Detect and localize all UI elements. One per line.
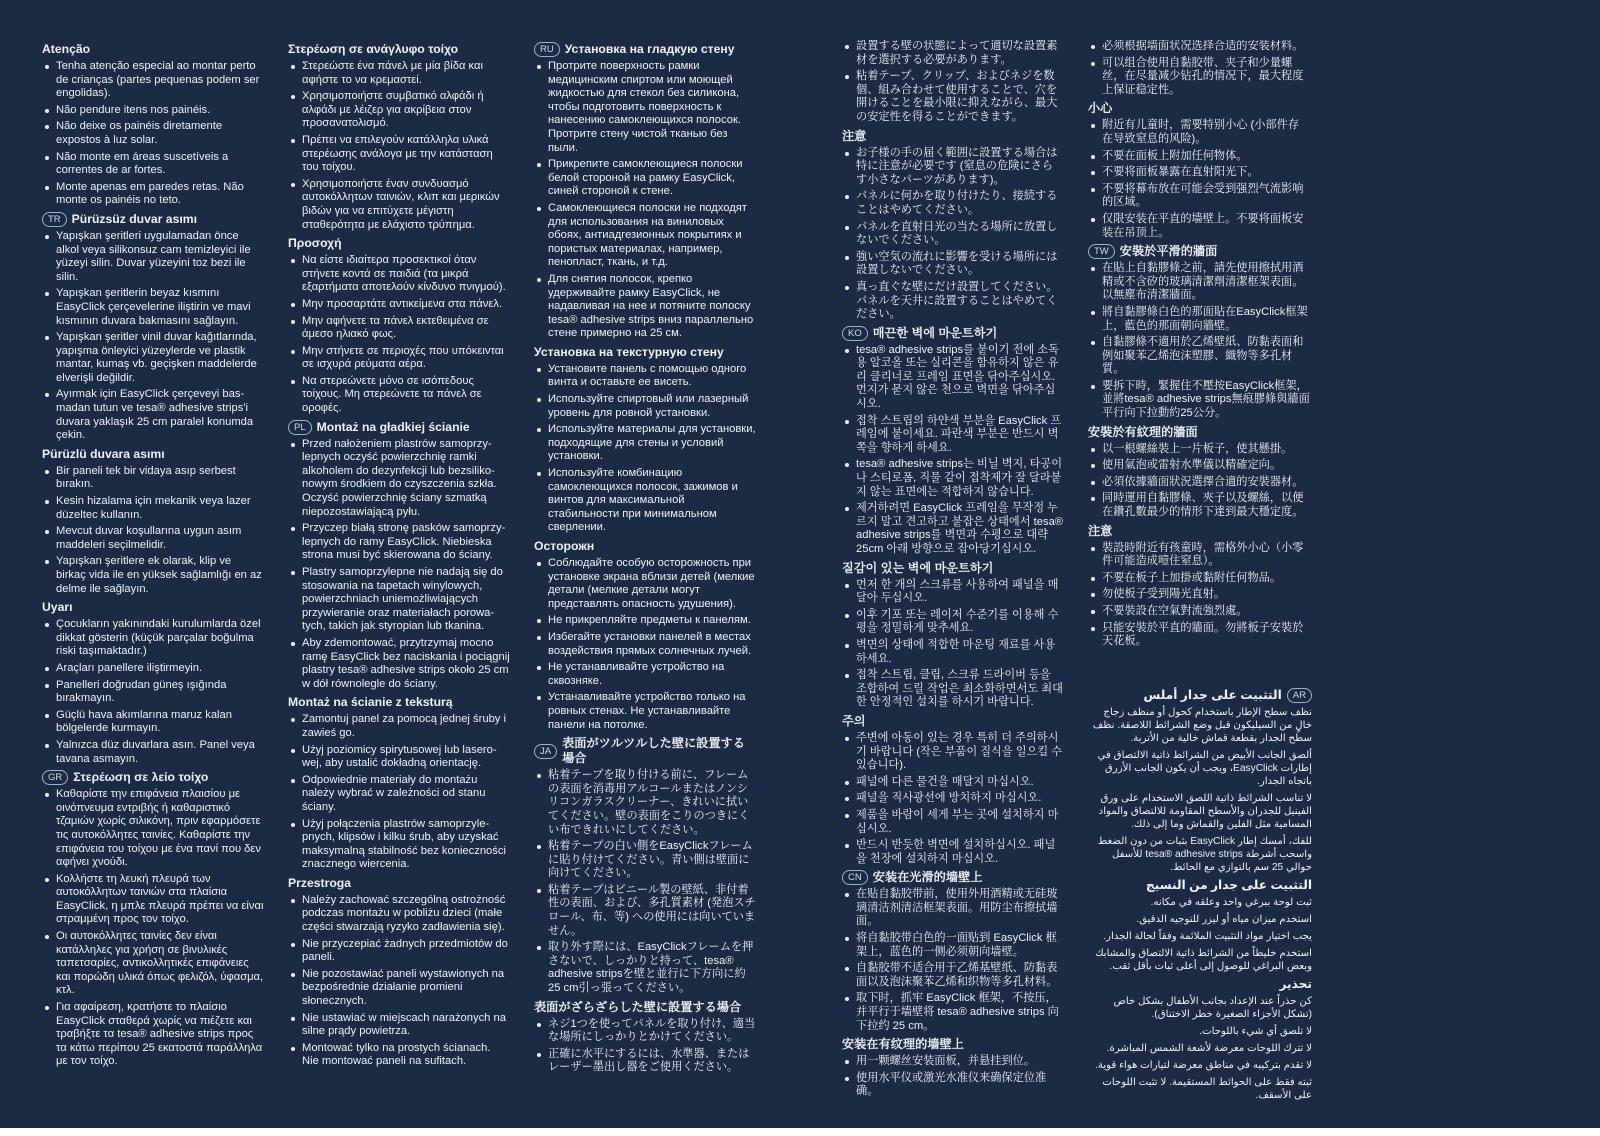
section-heading xyxy=(288,695,510,710)
list-item: パネルを直射日光の当たる場所に放置しないでください。 xyxy=(842,221,1064,248)
list-item: Не прикрепляйте предметы к панелям. xyxy=(534,614,756,628)
list-item: 粘着テープの白い側をEasyClickフレームに貼り付けてください。青い側は壁面に向けてください。 xyxy=(534,840,756,881)
section-heading xyxy=(842,326,1064,341)
section-heading xyxy=(534,736,756,766)
language-badge: PL xyxy=(288,420,312,435)
list-item: Mevcut duvar koşullarına uygun asım maddeleri seçilmelidir. xyxy=(42,525,264,552)
bullet-list xyxy=(1088,542,1310,649)
section-title: 安裝於平滑的牆面 xyxy=(1119,244,1218,259)
section-title: Pürüzsüz duvar asımı xyxy=(71,211,197,226)
section-heading xyxy=(534,1000,756,1015)
list-item: 在貼上自黏膠條之前，請先使用擦拭用酒精或不含矽的玻璃清潔劑清潔框架表面。以無塵布清潔牆面。 xyxy=(1088,262,1310,303)
section xyxy=(842,561,1064,710)
section-title: Pürüzlü duvara asımı xyxy=(42,446,165,461)
column-5 xyxy=(1088,40,1310,653)
list-item: 不要在面板上附加任何物体。 xyxy=(1088,150,1310,164)
paragraph: لا تلصق أي شيء باللوحات. xyxy=(1199,1026,1312,1037)
section xyxy=(288,236,510,416)
column-2 xyxy=(288,40,510,1073)
list-item: Çocukların yakınındaki kurulumlarda özel dikkat gösterin (küçük parçalar boğulma riski taşımaktadır.) xyxy=(42,618,264,659)
list-item: Yapışkan şeritleri uygulamadan önce alkol veya silikonsuz cam temizleyici ile yüzeyi silin. Duvar yüzeyini toz bezi ile silin. xyxy=(42,230,264,284)
list-item: 在贴自黏胶带前，使用外用酒精或无硅玻璃清洁剂清洁框架表面。用防尘布擦拭墙面。 xyxy=(842,888,1064,929)
section-title: 安装在有纹理的墙壁上 xyxy=(842,1037,964,1052)
section-heading xyxy=(842,870,1064,885)
section-heading xyxy=(842,129,1064,144)
list-item: Bir paneli tek bir vidaya asıp serbest bırakın. xyxy=(42,465,264,492)
list-item: Χρησιμοποιήστε έναν συνδυασμό αυτοκόλλητων ταινιών, κλιπ και μερικών βιδών για να επιτύχετε μέγιστη σταθερότητα με ελάχιστο τρύπημα. xyxy=(288,178,510,232)
list-item: Избегайте установки панелей в местах воздействия прямых солнечных лучей. xyxy=(534,631,756,658)
list-item: Yapışkan şeritlerin beyaz kısmını EasyClick çerçevelerine iliştirin ve mavi kısmının duvara bakmasını sağlayın. xyxy=(42,287,264,328)
list-item: Yalnızca düz duvarlara asın. Panel veya tavana asmayın. xyxy=(42,739,264,766)
list-item: 벽면의 상태에 적합한 마운팅 재료를 사용하세요. xyxy=(842,639,1064,666)
list-item: 将自黏胶带白色的一面贴到 EasyClick 框架上，蓝色的一侧必须朝向墙壁。 xyxy=(842,932,1064,959)
bullet-list xyxy=(288,254,510,416)
language-badge: JA xyxy=(534,744,557,759)
section-heading xyxy=(42,42,264,57)
section xyxy=(42,42,264,208)
list-item: Используйте спиртовый или лазерный уровень для ровной установки. xyxy=(534,393,756,420)
section-title: 질감이 있는 벽에 마운트하기 xyxy=(842,560,994,575)
section xyxy=(288,876,510,1069)
list-item: Μην προσαρτάτε αντικείμενα στα πάνελ. xyxy=(288,298,510,312)
section-title: Atenção xyxy=(42,42,91,56)
section-heading xyxy=(288,42,510,57)
page-bottom-margin xyxy=(0,1128,1600,1136)
list-item: Για αφαίρεση, κρατήστε το πλαίσιο EasyClick σταθερά χωρίς να πιέζετε και τραβήξτε τα tesa® adhesive strips προς τα κάτω περίπου 25 εκατοστά παράλληλα με τον τοίχο. xyxy=(42,1001,264,1069)
list-item: Κολλήστε τη λευκή πλευρά των αυτοκόλλητων ταινιών στα πλαίσια EasyClick, η μπλε πλευρά πρέπει να είναι στραμμένη προς τον τοίχο. xyxy=(42,873,264,927)
list-item: 同時運用自黏膠條、夾子以及螺絲，以便在鑽孔數最少的情形下達到最大穩定度。 xyxy=(1088,492,1310,519)
section-arabic xyxy=(1090,878,1312,973)
list-item: Соблюдайте особую осторожность при установке экрана вблизи детей (мелкие детали (мелкие детали могут представлять опасность удушения). xyxy=(534,557,756,611)
paragraph: كن حذراً عند الإعداد بجانب الأطفال بشكل خاص (تشكل الأجزاء الصغيرة خطر الاختناق). xyxy=(1113,996,1312,1020)
list-item: Nie przyczepiać żadnych przedmiotów do paneli. xyxy=(288,938,510,965)
list-item: 접착 스트립의 하얀색 부분을 EasyClick 프레임에 붙이세요. 파란색 부분은 반드시 벽쪽을 향하게 하세요. xyxy=(842,415,1064,456)
list-item: 不要将幕布放在可能会受到强烈气流影响的区域。 xyxy=(1088,183,1310,210)
section xyxy=(842,40,1064,125)
bullet-list xyxy=(534,557,756,732)
paragraph: لا تترك اللوحات معرضة لأشعة الشمس المباشرة. xyxy=(1106,1043,1312,1054)
section-title: Установка на текстурную стену xyxy=(534,344,724,359)
bullet-list xyxy=(1088,40,1310,97)
list-item: Для снятия полосок, крепко удерживайте рамку EasyClick, не надавливая на нее и потяните полоску tesa® adhesive strips вниз параллельно стене примерно на 25 см. xyxy=(534,273,756,341)
section-heading xyxy=(288,236,510,251)
section-heading xyxy=(42,770,264,785)
bullet-list xyxy=(42,60,264,208)
section-title: Προσοχή xyxy=(288,236,342,251)
list-item: Καθαρίστε την επιφάνεια πλαισίου με οινόπνευμα εντριβής ή καθαριστικό τζαμιών χωρίς σιλικόνη, πριν εφαρμόσετε τις αυτοκόλλητες ταινίες. Καθαρίστε την επιφάνεια του τοίχου με ένα πανί που δεν αφήνει χνούδι. xyxy=(42,788,264,870)
section xyxy=(534,539,756,732)
section-title: Przestroga xyxy=(288,875,351,890)
list-item: 取り外す際には、EasyClickフレームを押さないで、しっかりと持って、tesa® adhesive stripsを壁と並行に下方向に約25 cm引っ張ってください。 xyxy=(534,941,756,995)
list-item: Kesin hizalama için mekanik veya lazer düzeltec kullanın. xyxy=(42,495,264,522)
section-arabic xyxy=(1090,977,1312,1102)
list-item: Przed nałożeniem plastrów samoprzy-lepnych oczyść powierzchnię ramki alkoholem do dezynfekcji lub bezsiliko-nowym środkiem do czyszczenia szkła. Oczyść powierzchnię ściany szmatką niepozostawiającą pyłu. xyxy=(288,438,510,520)
section xyxy=(42,770,264,1069)
bullet-list xyxy=(842,579,1064,710)
section xyxy=(1088,244,1310,421)
list-item: Zamontuj panel za pomocą jednej śruby i zawieś go. xyxy=(288,713,510,740)
paragraph: ألصق الجانب الأبيض من الشرائط ذاتية الالتصاق في إطارات EasyClick، ويجب أن يكون الجانب الأزرق باتجاه الجدار. xyxy=(1097,750,1312,787)
list-item: 粘着テープを取り付ける前に、フレームの表面を消毒用アルコールまたはノンシリコンガラスクリーナー、きれいに拭いてください。壁の表面をこりのつきにくい布できれいにしてください。 xyxy=(534,769,756,837)
list-item: Να είστε ιδιαίτερα προσεκτικοί όταν στήνετε κοντά σε παιδιά (τα μικρά εξαρτήματα αποτελούν κίνδυνο πνιγμού). xyxy=(288,254,510,295)
section-heading xyxy=(288,876,510,891)
list-item: Não monte em áreas suscetíveis a correntes de ar fortes. xyxy=(42,151,264,178)
section-title: 매끈한 벽에 마운트하기 xyxy=(872,325,998,340)
language-badge: TR xyxy=(42,212,67,227)
paragraph: لا تناسب الشرائط ذاتية اللصق الاستخدام على ورق الفينيل للجدران والأسطح المقاومة للالتصاق والمواد المسامية مثل الفلين والقماش وما إلى ذلك. xyxy=(1098,793,1312,830)
language-badge: AR xyxy=(1287,688,1312,703)
section-title: التثبيت على جدار أملس xyxy=(1143,688,1282,702)
paragraph: للفك، أمسك إطار EasyClick بثبات من دون الضغط واسحب أشرطة tesa® adhesive strips للأسفل حوالي 25 سم بالتوازي مع الحائط. xyxy=(1097,836,1312,873)
list-item: 自黏膠條不適用於乙烯壁紙、防黏表面和例如聚苯乙烯泡沫塑膠、織物等多孔材質。 xyxy=(1088,336,1310,377)
list-item: 먼저 한 개의 스크류를 사용하여 패널을 매달아 두십시오. xyxy=(842,579,1064,606)
list-item: 不要在板子上加掛或黏附任何物品。 xyxy=(1088,572,1310,586)
list-item: Należy zachować szczególną ostrożność podczas montażu w pobliżu dzieci (małe części stwarzają ryzyko zadławienia się). xyxy=(288,894,510,935)
list-item: 必须根据墙面状况选择合适的安装材料。 xyxy=(1088,40,1310,54)
column-3 xyxy=(534,40,756,1079)
section-heading xyxy=(842,1037,1064,1052)
section-heading xyxy=(534,539,756,554)
list-item: 접착 스트립, 클립, 스크류 드라이버 등을 조합하여 드릴 작업은 최소화하면서도 최대한 안정적인 설치를 하시기 바랍니다. xyxy=(842,669,1064,710)
list-item: 粘着テープはビニール製の壁紙、非付着性の表面、および、多孔質素材 (発泡スチロール、布、等) への使用には向いていません。 xyxy=(534,884,756,938)
section-title: Montaż na gładkiej ścianie xyxy=(316,419,470,434)
list-item: 用一颗螺丝安装面板，并悬挂到位。 xyxy=(842,1055,1064,1069)
list-item: お子様の手の届く範囲に設置する場合は特に注意が必要です (窒息の危険にさらす小さなパーツがあります)。 xyxy=(842,147,1064,188)
list-item: Устанавливайте устройство только на ровных стенах. Не устанавливайте панели на потолке. xyxy=(534,691,756,732)
section-title: 表面がざらざらした壁に設置する場合 xyxy=(534,999,742,1014)
list-item: 將自黏膠條白色的那面貼在EasyClick框架上，藍色的那面朝向牆壁。 xyxy=(1088,306,1310,333)
bullet-list xyxy=(534,60,756,341)
section-title: Στερέωση σε λείο τοίχο xyxy=(73,770,209,785)
language-badge: CN xyxy=(842,870,868,885)
paragraph: نظف سطح الإطار باستخدام كحول أو منظف زجاج خالٍ من السيليكون قبل وضع الشرائط اللاصقة. نظف سطح الجدار بقطعة قماش خالية من الأتربة. xyxy=(1092,707,1312,744)
section-title: Στερέωση σε ανάγλυφο τοίχο xyxy=(288,42,459,56)
list-item: Не устанавливайте устройство на сквозняке. xyxy=(534,661,756,688)
list-item: Nie ustawiać w miejscach narażonych na silne prądy powietrza. xyxy=(288,1012,510,1039)
section-title: 小心 xyxy=(1088,101,1113,116)
section-title: Montaż na ścianie z teksturą xyxy=(288,695,453,710)
list-item: Прикрепите самоклеющиеся полоски белой стороной на рамку EasyClick, синей стороной к стене. xyxy=(534,158,756,199)
section xyxy=(534,1000,756,1075)
bullet-list xyxy=(1088,119,1310,240)
list-item: 제거하려면 EasyClick 프레임을 무작정 누르지 말고 견고하고 붙잡은 상태에서 tesa® adhesive strips를 벽면과 수평으로 대략 25cm 아래 방향으로 잡아당기십시오. xyxy=(842,502,1064,556)
list-item: Montować tylko na prostych ścianach. Nie montować paneli na sufitach. xyxy=(288,1042,510,1069)
list-item: 自黏胶带不适合用于乙烯基壁纸、防黏表面以及泡沫聚苯乙烯和织物等多孔材料。 xyxy=(842,962,1064,989)
list-item: 設置する壁の状態によって適切な設置素材を選択する必要があります。 xyxy=(842,40,1064,67)
list-item: Użyj poziomicy spirytusowej lub lasero-wej, aby ustalić dokładną orientację. xyxy=(288,744,510,771)
language-badge: GR xyxy=(42,770,68,785)
list-item: 裝設時附近有孩童時，需格外小心（小零件可能造成噎住窒息）。 xyxy=(1088,542,1310,569)
section-heading xyxy=(42,447,264,462)
language-badge: KO xyxy=(842,326,868,341)
list-item: Yapışkan şeritlere ek olarak, klip ve birkaç vida ile en yüksek sağlamlığı en az delme ile sağlayın. xyxy=(42,555,264,596)
section-title: 注意 xyxy=(842,128,867,143)
section xyxy=(288,420,510,692)
list-item: 要拆下時，緊握住不壓按EasyClick框架，並將tesa® adhesive strips無痕膠條與牆面平行向下拉動約25公分。 xyxy=(1088,380,1310,421)
bullet-list xyxy=(42,230,264,443)
list-item: 패널에 다른 물건을 매달지 마십시오. xyxy=(842,776,1064,790)
section-title: 安裝於有紋理的牆面 xyxy=(1088,424,1198,439)
section-title: Uyarı xyxy=(42,600,73,615)
section xyxy=(288,42,510,232)
section xyxy=(42,600,264,766)
section-heading xyxy=(534,345,756,360)
section-title: 表面がツルツルした壁に設置する場合 xyxy=(562,736,745,766)
bullet-list xyxy=(288,894,510,1069)
list-item: Установите панель с помощью одного винта и оставьте ее висеть. xyxy=(534,363,756,390)
section-heading xyxy=(1090,688,1312,703)
section xyxy=(1088,425,1310,520)
list-item: 粘着テープ、クリップ、およびネジを数個、組み合わせて使用することで、穴を開けることを最小限に抑えながら、最大の安定性を得ることができます。 xyxy=(842,70,1064,124)
list-item: Tenha atenção especial ao montar perto de crianças (partes pequenas podem ser engolidas). xyxy=(42,60,264,101)
section-heading xyxy=(842,714,1064,729)
list-item: 勿使板子受到陽光直射。 xyxy=(1088,588,1310,602)
list-item: 주변에 아동이 있는 경우 특히 더 주의하시기 바랍니다 (작은 부품이 질식을 일으킬 수 있습니다). xyxy=(842,732,1064,773)
list-item: 正確に水平にするには、水準器、またはレーザー墨出し器をご使用ください。 xyxy=(534,1048,756,1075)
bullet-list xyxy=(534,769,756,996)
bullet-list xyxy=(534,1018,756,1075)
bullet-list xyxy=(1088,262,1310,421)
list-item: Να στερεώνετε μόνο σε ισόπεδους τοίχους. Μη στερεώνετε τα πάνελ σε οροφές. xyxy=(288,375,510,416)
list-item: 只能安裝於平直的牆面。勿將板子安裝於天花板。 xyxy=(1088,622,1310,649)
list-item: Используйте комбинацию самоклеющихся полосок, зажимов и винтов для максимальной стабильности при минимальном сверлении. xyxy=(534,467,756,535)
section-heading xyxy=(42,212,264,227)
section xyxy=(1088,40,1310,97)
bullet-list xyxy=(534,363,756,535)
section xyxy=(534,345,756,535)
section xyxy=(842,714,1064,866)
section-heading xyxy=(1088,101,1310,116)
paragraph: ثبت لوحة ببرغي واحد وعلقه في مكانه. xyxy=(1150,897,1312,908)
list-item: 附近有儿童时，需要特别小心 (小部件存在导致窒息的风险)。 xyxy=(1088,119,1310,146)
list-item: 取下时，抓牢 EasyClick 框架，不按压，并平行于墙壁将 tesa® adhesive strips 向下拉约 25 cm。 xyxy=(842,992,1064,1033)
bullet-list xyxy=(842,147,1064,322)
paragraph: استخدم خليطاً من الشرائط ذاتية الالتصاق والمشابك وبعض البراغي للوصول إلى أعلى ثبات بأقل ثقب. xyxy=(1095,948,1312,972)
list-item: 強い空気の流れに影響を受ける場所には設置しないでください。 xyxy=(842,251,1064,278)
section xyxy=(42,447,264,596)
bullet-list xyxy=(288,438,510,692)
list-item: Ayırmak için EasyClick çerçeveyi bas-madan tutun ve tesa® adhesive strips'i duvara yaklaşık 25 cm paralel konumda çekin. xyxy=(42,388,264,442)
list-item: Araçları panellere iliştirmeyin. xyxy=(42,662,264,676)
section xyxy=(534,42,756,341)
list-item: Não pendure itens nos painéis. xyxy=(42,104,264,118)
list-item: Aby zdemontować, przytrzymaj mocno ramę EasyClick bez naciskania i pociągnij plastry tesa® adhesive strips około 25 cm w dół równolegle do ściany. xyxy=(288,637,510,691)
list-item: 不要将面板暴露在直射阳光下。 xyxy=(1088,166,1310,180)
list-item: 不要裝設在空氣對流強烈處。 xyxy=(1088,605,1310,619)
section-heading xyxy=(534,42,756,57)
language-badge: TW xyxy=(1088,244,1115,259)
list-item: Χρησιμοποιήστε συμβατικό αλφάδι ή αλφάδι με λέιζερ για ακρίβεια στον προσανατολισμό. xyxy=(288,90,510,131)
list-item: Используйте материалы для установки, подходящие для стены и условий установки. xyxy=(534,423,756,464)
section-arabic xyxy=(1090,688,1312,874)
section xyxy=(534,736,756,996)
list-item: Στερεώστε ένα πάνελ με μία βίδα και αφήστε το να κρεμαστεί. xyxy=(288,60,510,87)
list-item: 패널을 직사광선에 방치하지 마십시오. xyxy=(842,792,1064,806)
list-item: Plastry samoprzylepne nie nadają się do stosowania na tapetach winylowych, powierzchniach uniemożliwiających przywieranie oraz materiałach porowa-tych, takich jak styropian lub tkanina. xyxy=(288,566,510,634)
section-heading xyxy=(1090,878,1312,893)
section-heading xyxy=(1088,524,1310,539)
list-item: tesa® adhesive strips는 비닐 벽지, 타공이나 스티로폼, 직물 같이 접착제가 잘 달라붙지 않는 표면에는 적합하지 않습니다. xyxy=(842,458,1064,499)
section-title: 安装在光滑的墙壁上 xyxy=(872,870,983,885)
list-item: Não deixe os painéis diretamente expostos à luz solar. xyxy=(42,120,264,147)
list-item: Przyczep białą stronę pasków samoprzy-lepnych do ramy EasyClick. Niebieska strona musi być skierowana do ściany. xyxy=(288,522,510,563)
bullet-list xyxy=(842,888,1064,1033)
section xyxy=(842,870,1064,1033)
column-4 xyxy=(842,40,1064,1103)
section-heading xyxy=(42,600,264,615)
section-title: Установка на гладкую стену xyxy=(564,42,735,56)
bullet-list xyxy=(42,618,264,766)
bullet-list xyxy=(842,40,1064,125)
list-item: Οι αυτοκόλλητες ταινίες δεν είναι κατάλληλες για χρήση σε βινυλικές ταπετσαρίες, αντικολλητικές επιφάνειες και πορώδη υλικά όπως φελιζόλ, ύφασμα, κτλ. xyxy=(42,930,264,998)
bullet-list xyxy=(42,465,264,596)
list-item: ネジ1つを使ってパネルを取り付け、適当な場所にしっかりとかけてください。 xyxy=(534,1018,756,1045)
list-item: 真っ直ぐな壁にだけ設置してください。パネルを天井に設置することはやめてください。 xyxy=(842,281,1064,322)
list-item: Yapışkan şeritler vinil duvar kağıtlarında, yapışma önleyici yüzeylerde ve plastik mantar, kumaş vb. geçişken maddelerde elverişli değildir. xyxy=(42,331,264,385)
list-item: 使用氣泡或雷射水準儀以精確定向。 xyxy=(1088,459,1310,473)
list-item: tesa® adhesive strips를 붙이기 전에 소독용 알코올 또는 실리콘을 함유하지 않은 유리 클리너로 프레임 표면을 닦아주십시오. 먼지가 묻지 않은 천으로 벽면을 닦아주십시오. xyxy=(842,344,1064,412)
section-title: 注意 xyxy=(1088,523,1113,538)
list-item: Güçlü hava akımlarına maruz kalan bölgelerde kurmayın. xyxy=(42,709,264,736)
section-heading xyxy=(1090,977,1312,992)
list-item: 반드시 반듯한 벽면에 설치하십시오. 패널을 천장에 설치하지 마십시오. xyxy=(842,839,1064,866)
section xyxy=(842,129,1064,322)
list-item: パネルに何かを取り付けたり、接続することはやめてください。 xyxy=(842,190,1064,217)
list-item: Monte apenas em paredes retas. Não monte os painéis no teto. xyxy=(42,181,264,208)
paragraph: استخدم ميزان مياه أو ليزر للتوجيه الدقيق. xyxy=(1136,914,1312,925)
list-item: 必須依據牆面狀況選擇合適的安裝器材。 xyxy=(1088,476,1310,490)
section-heading xyxy=(842,561,1064,576)
section-title: التثبيت على جدار من النسيج xyxy=(1145,878,1312,892)
section xyxy=(288,695,510,872)
list-item: Протрите поверхность рамки медицинским спиртом или моющей жидкостью для стекол без силикона, чтобы подготовить поверхность к нанесению самоклеющихся полосок. Протрите стену чистой тканью без пыли. xyxy=(534,60,756,155)
list-item: 可以组合使用自黏胶带、夹子和少量螺丝，在尽量减少钻孔的情况下，最大程度上保证稳定性。 xyxy=(1088,57,1310,98)
section-heading xyxy=(288,420,510,435)
bullet-list xyxy=(42,788,264,1069)
list-item: 이후 기포 또는 레이저 수준기를 이용해 수평을 정밀하게 맞추세요. xyxy=(842,609,1064,636)
bullet-list xyxy=(288,713,510,872)
section-heading xyxy=(1088,425,1310,440)
paragraph: لا تقدم بتركيبه في مناطق معرضة لتيارات هواء قوية. xyxy=(1094,1060,1312,1071)
section-title: 주의 xyxy=(842,713,866,728)
bullet-list xyxy=(1088,443,1310,520)
language-badge: RU xyxy=(534,42,560,57)
section-title: تحذير xyxy=(1279,977,1312,991)
section xyxy=(842,326,1064,557)
list-item: Odpowiednie materiały do montażu należy wybrać w zależności od stanu ściany. xyxy=(288,774,510,815)
list-item: Μην αφήνετε τα πάνελ εκτεθειμένα σε άμεσο ηλιακό φως. xyxy=(288,315,510,342)
paragraph: يجب اختيار مواد التثبيت الملائمة وفقاً لحالة الجدار. xyxy=(1103,931,1312,942)
list-item: 제품을 바람이 세게 부는 곳에 설치하지 마십시오. xyxy=(842,809,1064,836)
list-item: Πρέπει να επιλεγούν κατάλληλα υλικά στερέωσης ανάλογα με την κατάσταση του τοίχου. xyxy=(288,134,510,175)
bullet-list xyxy=(842,1055,1064,1099)
section-heading xyxy=(1088,244,1310,259)
paragraph: ثبته فقط على الحوائط المستقيمة. لا تثبت اللوحات على الأسقف. xyxy=(1102,1077,1312,1101)
list-item: Panelleri doğrudan güneş ışığında bırakmayın. xyxy=(42,679,264,706)
column-5-arabic xyxy=(1090,686,1312,1106)
section xyxy=(1088,101,1310,240)
list-item: 使用水平仪或激光水准仪来确保定位准确。 xyxy=(842,1072,1064,1099)
bullet-list xyxy=(288,60,510,232)
section-title: Осторожн xyxy=(534,539,595,553)
section xyxy=(1088,524,1310,649)
list-item: Użyj połączenia plastrów samoprzyle-pnych, klipsów i kilku śrub, aby uzyskać maksymalną stabilność bez konieczności znacznego wiercenia. xyxy=(288,818,510,872)
column-1 xyxy=(42,40,264,1073)
list-item: 以一根螺絲裝上一片板子，使其懸掛。 xyxy=(1088,443,1310,457)
list-item: Nie pozostawiać paneli wystawionych na bezpośrednie działanie promieni słonecznych. xyxy=(288,968,510,1009)
list-item: Самоклеющиеся полоски не подходят для использования на виниловых обоях, антиадгезионных покрытиях и пористых материалах, например, пенопласт, ткань, и т.д. xyxy=(534,202,756,270)
bullet-list xyxy=(842,732,1064,866)
list-item: Μην στήνετε σε περιοχές που υπόκεινται σε ισχυρά ρεύματα αέρα. xyxy=(288,345,510,372)
bullet-list xyxy=(842,344,1064,557)
section xyxy=(42,212,264,443)
section xyxy=(842,1037,1064,1099)
list-item: 仅限安装在平直的墙壁上。不要将面板安装在吊顶上。 xyxy=(1088,213,1310,240)
